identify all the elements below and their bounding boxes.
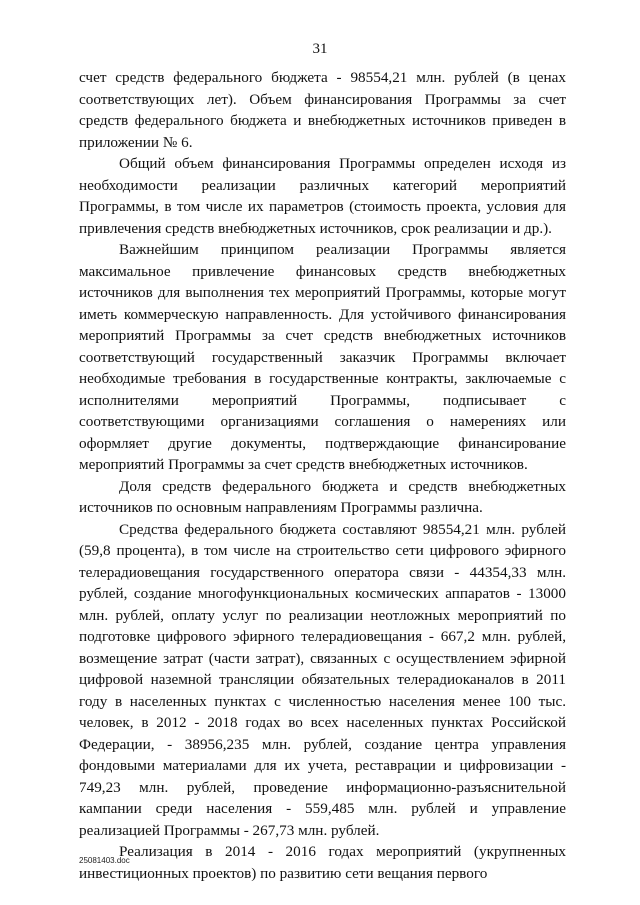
body-text (79, 67, 566, 884)
paragraph-financing-volume: счет средств федерального бюджета - 98554,21 млн. рублей (в ценах соответствующих лет). Объем финансирования Программы за счет средств федерального бюджета и внебюджетных источников приведен в приложении № 6. (79, 69, 566, 151)
paragraph-share-of-funds: Доля средств федерального бюджета и средств внебюджетных источников по основным направлениям Программы различна. (79, 477, 566, 516)
paragraph-implementation: Реализация в 2014 - 2016 годах мероприятий (укрупненных инвестиционных проектов) по развитию сети вещания первого (79, 843, 566, 882)
footer-filename: 25081403.doc (79, 856, 130, 865)
paragraph-key-principle: Важнейшим принципом реализации Программы является максимальное привлечение финансовых средств внебюджетных источников для выполнения тех мероприятий Программы, которые могут иметь коммерческую направленность. Для устойчивого финансирования мероприятий Программы за счет средств внебюджетных источников соответствующий государственный заказчик Программы включает необходимые требования в государственные контракты, заключаемые с исполнителями мероприятий Программы, подписывает с соответствующими организациями соглашения о намерениях или оформляет другие документы, подтверждающие финансирование мероприятий Программы за счет средств внебюджетных источников. (79, 241, 566, 473)
page-number: 31 (312, 41, 328, 57)
paragraph-total-volume: Общий объем финансирования Программы определен исходя из необходимости реализации различных категорий мероприятий Программы, в том числе их параметров (стоимость проекта, условия для привлечения средств внебюджетных источников, срок реализации и др.). (79, 155, 566, 237)
paragraph-federal-budget: Средства федерального бюджета составляют 98554,21 млн. рублей (59,8 процента), в том числе на строительство сети цифрового эфирного телерадиовещания государственного оператора связи - 44354,33 млн. рублей, создание многофункциональных космических аппаратов - 13000 млн. рублей, оплату услуг по реализации неотложных мероприятий по подготовке цифрового эфирного телерадиовещания - 667,2 млн. рублей, возмещение затрат (части затрат), связанных с осуществлением эфирной цифровой наземной трансляции обязательных телерадиоканалов в 2011 году в населенных пунктах с численностью населения менее 100 тыс. человек, в 2012 - 2018 годах во всех населенных пунктах Российской Федерации, - 38956,235 млн. рублей, создание центра управления фондовыми материалами для их учета, реставрации и цифровизации - 749,23 млн. рублей, проведение информационно-разъяснительной кампании среди населения - 559,485 млн. рублей и управление реализацией Программы - 267,73 млн. рублей. (79, 520, 566, 839)
